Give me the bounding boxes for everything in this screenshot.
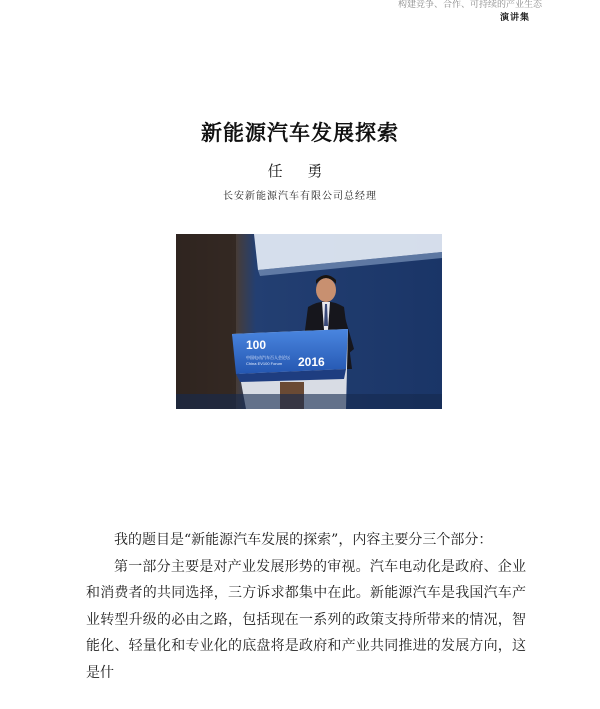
body-paragraph-1: 我的题目是“新能源汽车发展的探索”，内容主要分三个部分： [114,532,493,548]
podium-logo: 100 [246,338,267,352]
article-title: 新能源汽车发展探索 [201,121,399,145]
podium-line1: 中国电动汽车百人会论坛 [246,355,290,360]
podium-line2: China EV100 Forum [246,361,283,366]
article-body [86,527,526,686]
running-header-section: 演讲集 [499,13,530,23]
author-affiliation: 长安新能源汽车有限公司总经理 [223,191,377,202]
speaker-photo [176,234,442,409]
running-header-note: 构建竞争、合作、可持续的产业生态 [397,0,542,10]
podium-year: 2016 [298,355,325,369]
body-paragraph-2: 第一部分主要是对产业发展形势的审视。汽车电动化是政府、企业和消费者的共同选择，三方诉求都集中在此。新能源汽车是我国汽车产业转型升级的必由之路，包括现在一系列的政策支持所带来的情况，智能化、轻量化和专业化的底盘将是政府和产业共同推进的发展方向，这是什 [86,558,526,681]
speaker-photo-drawing [176,234,442,409]
article-author: 任 勇 [267,162,333,180]
